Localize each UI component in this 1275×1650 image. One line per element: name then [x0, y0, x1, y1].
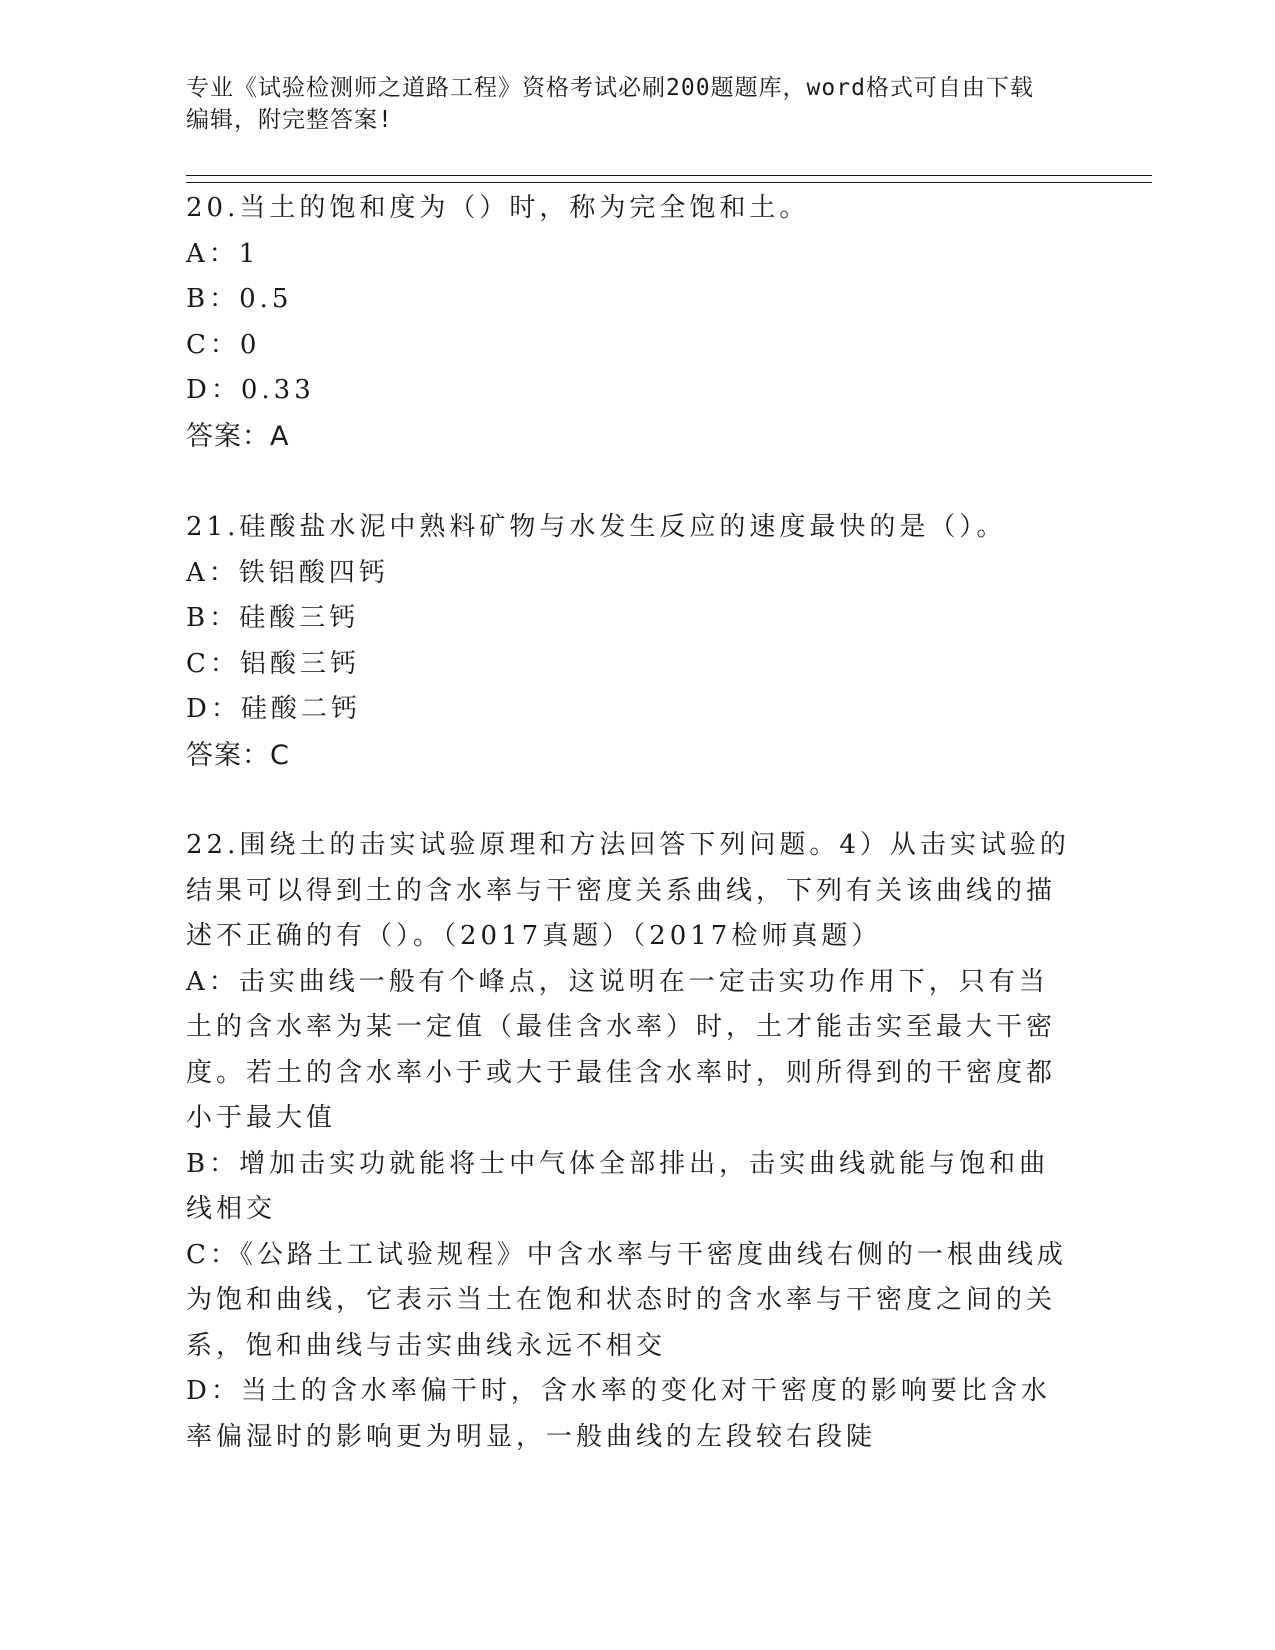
header-line-1: 专业《试验检测师之道路工程》资格考试必刷200题题库，word格式可自由下载: [186, 75, 1034, 101]
option-b: B：增加击实功就能将士中气体全部排出，击实曲线就能与饱和曲线相交: [186, 1148, 1050, 1224]
option-a: A：击实曲线一般有个峰点，这说明在一定击实功作用下，只有当土的含水率为某一定值（最佳含水率）时，土才能击实至最大干密度。若土的含水率小于或大于最佳含水率时，则所得到的干密度都小于最大值: [186, 966, 1057, 1133]
option-b: B：0.5: [186, 284, 293, 314]
option-d: D：当土的含水率偏干时，含水率的变化对干密度的影响要比含水率偏湿时的影响更为明显，一般曲线的左段较右段陡: [186, 1376, 1051, 1452]
option-a: A：铁铝酸四钙: [186, 557, 389, 588]
question-20: [186, 186, 1076, 459]
header-line-2: 编辑，附完整答案!: [186, 107, 393, 133]
answer-label: 答案：A: [186, 420, 290, 452]
question-22: [186, 823, 1076, 1460]
option-c: C：铝酸三钙: [186, 648, 360, 679]
question-21: [186, 505, 1076, 778]
option-c: C：《公路土工试验规程》中含水率与干密度曲线右侧的一根曲线成为饱和曲线，它表示当土在饱和状态时的含水率与干密度之间的关系，饱和曲线与击实曲线永远不相交: [186, 1239, 1067, 1361]
answer-label: 答案：C: [186, 739, 290, 771]
question-stem: 20.当土的饱和度为（）时，称为完全饱和土。: [186, 193, 810, 223]
option-d: D：0.33: [186, 375, 315, 405]
question-stem: 22.围绕土的击实试验原理和方法回答下列问题。4）从击实试验的结果可以得到土的含水率与干密度关系曲线，下列有关该曲线的描述不正确的有（）。（2017真题）（2017检师真题）: [186, 830, 1070, 951]
header-divider: [186, 175, 1152, 183]
option-d: D：硅酸二钙: [186, 694, 361, 724]
option-c: C：0: [186, 329, 261, 360]
question-stem: 21.硅酸盐水泥中熟料矿物与水发生反应的速度最快的是（）。: [186, 512, 1007, 542]
option-a: A：1: [186, 238, 260, 269]
option-b: B：硅酸三钙: [186, 603, 360, 633]
document-header: [186, 72, 1066, 136]
